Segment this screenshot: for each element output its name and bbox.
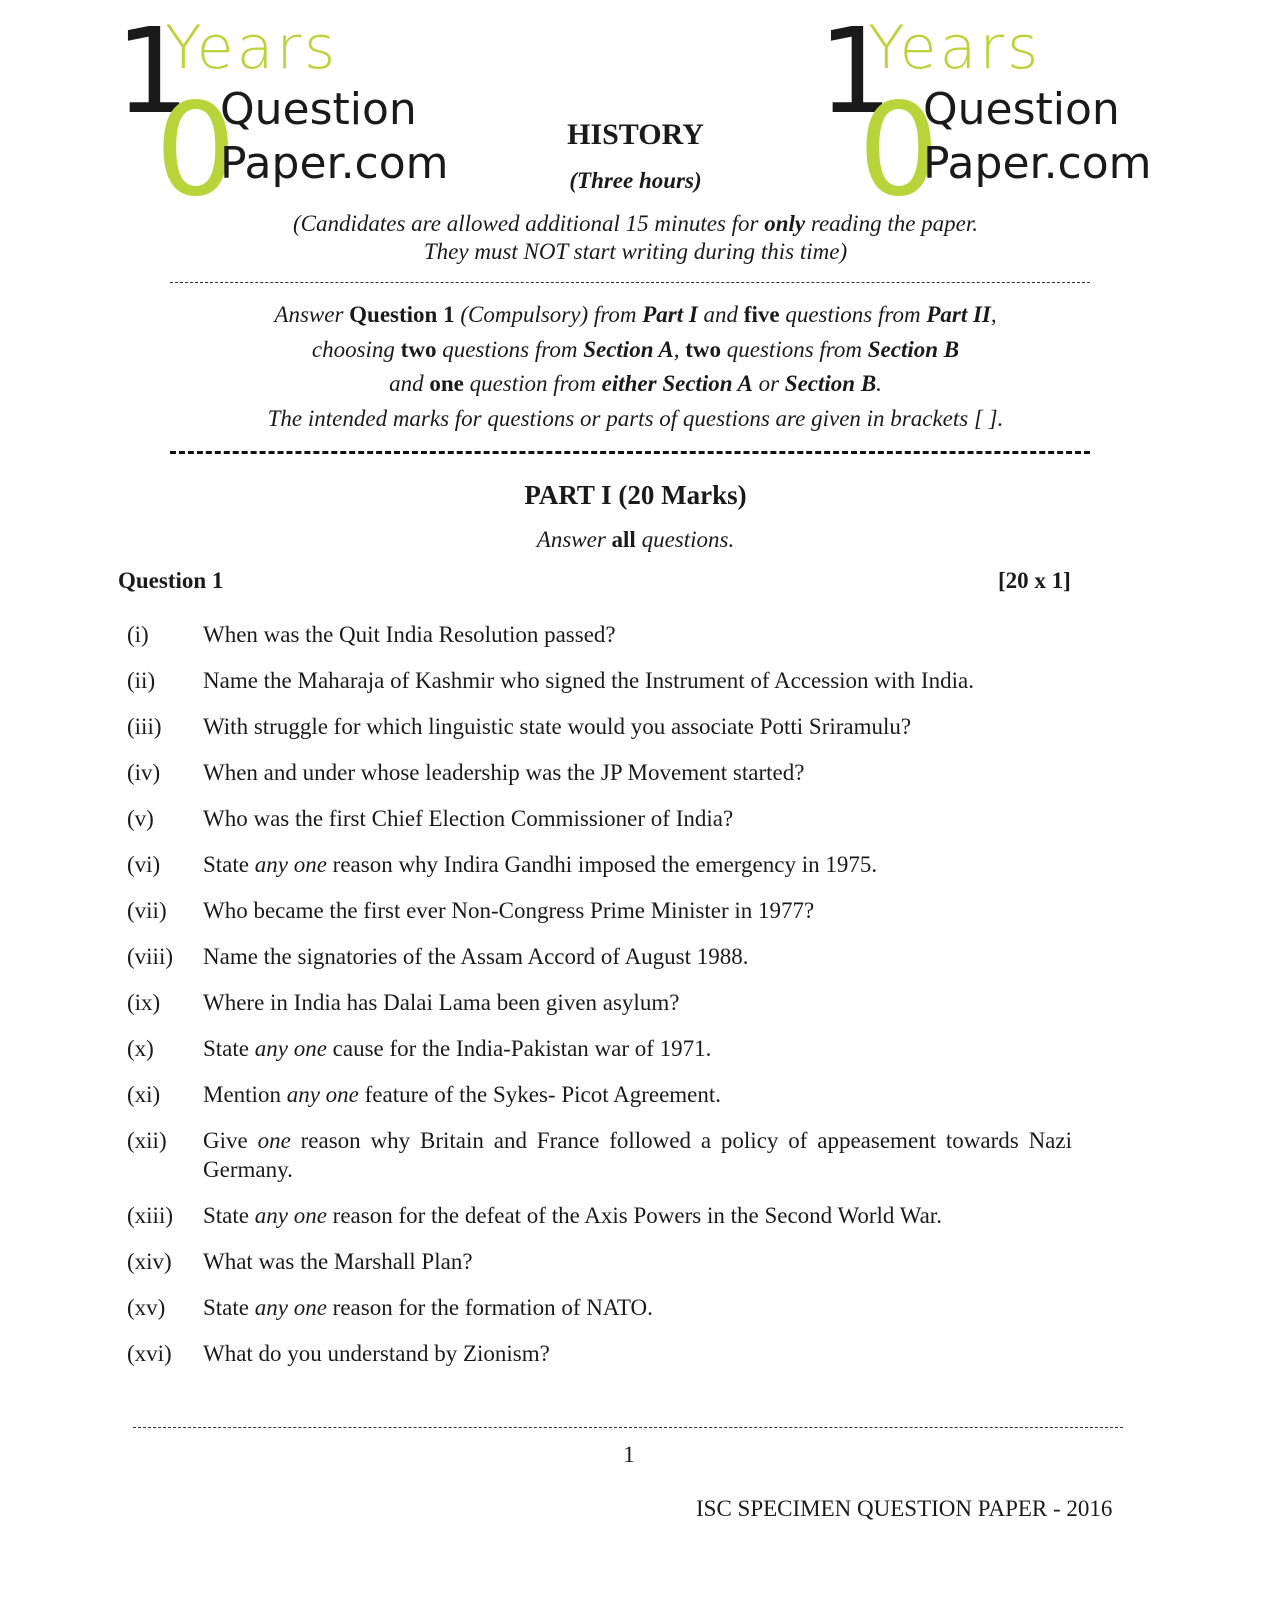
- instr-text: choosing: [311, 336, 401, 362]
- question-item-number: (xi): [127, 1082, 161, 1107]
- question-item-text-part: Name the signatories of the Assam Accord of August 1988.: [203, 944, 749, 969]
- note-line-2: They must NOT start writing during this time): [423, 239, 848, 264]
- divider: [170, 282, 1090, 283]
- question-item-emphasis: any one: [286, 1082, 359, 1107]
- instr-text: questions from: [436, 336, 584, 362]
- question-item-text: [203, 1034, 1072, 1063]
- question-item-text: [203, 1126, 1072, 1184]
- question-item-text-part: What was the Marshall Plan?: [203, 1249, 473, 1274]
- question-item-emphasis: any one: [254, 1036, 327, 1061]
- question-item-number: (i): [127, 622, 149, 647]
- question-item: [127, 1247, 1072, 1276]
- note-bold: only: [764, 211, 806, 236]
- page-number: 1: [623, 1442, 635, 1467]
- question-item-text: [203, 620, 1072, 649]
- question-item-text-part: reason for the defeat of the Axis Powers in the Second World War.: [326, 1203, 942, 1228]
- instr-bold: Section B: [867, 336, 960, 362]
- question-item: [127, 758, 1072, 787]
- question-item-text: [203, 712, 1072, 741]
- instr-bold: two: [400, 336, 437, 362]
- question-item: [127, 1201, 1072, 1230]
- exam-duration: (Three hours): [569, 168, 702, 193]
- question-item-text-part: Who was the first Chief Election Commissioner of India?: [203, 806, 734, 831]
- instruction-line-2: [0, 333, 1271, 368]
- question-item-number: (xii): [127, 1128, 167, 1153]
- question-item: [127, 712, 1072, 741]
- question-item-text: [203, 1293, 1072, 1322]
- question-item-number: (v): [127, 806, 154, 831]
- note-line-1: [0, 210, 1271, 238]
- question-item-text: [203, 1080, 1072, 1109]
- question-item-emphasis: any one: [254, 1203, 327, 1228]
- question-item-text-part: reason for the formation of NATO.: [326, 1295, 653, 1320]
- part-title: PART I (20 Marks): [524, 480, 747, 510]
- question-item-text-part: cause for the India-Pakistan war of 1971.: [326, 1036, 712, 1061]
- question-item-text: [203, 1247, 1072, 1276]
- question-item-text-part: Give: [203, 1128, 258, 1153]
- question-item-text: [203, 942, 1072, 971]
- question-item: [127, 1126, 1072, 1184]
- instr-text: .: [876, 371, 882, 396]
- question-item: [127, 1034, 1072, 1063]
- question-item-text: [203, 1339, 1072, 1368]
- question-item-emphasis: any one: [254, 852, 327, 877]
- part-instruction-text: Answer: [536, 527, 612, 552]
- question-item: [127, 850, 1072, 879]
- note-text: (Candidates are allowed additional 15 minutes for: [292, 211, 765, 236]
- question-item: [127, 804, 1072, 833]
- instr-bold: Question 1: [349, 302, 455, 327]
- question-item-text: [203, 850, 1072, 879]
- question-item: [127, 1293, 1072, 1322]
- question-item: [127, 942, 1072, 971]
- question-item-text-part: Mention: [203, 1082, 287, 1107]
- logo-word-question: Question: [220, 84, 417, 135]
- question-item-text-part: When was the Quit India Resolution passed?: [203, 622, 616, 647]
- question-item-number: (iv): [127, 760, 161, 785]
- question-item-text-part: Who became the first ever Non-Congress Prime Minister in 1977?: [203, 898, 815, 923]
- instruction-line-1: [0, 298, 1271, 333]
- question-item: [127, 1080, 1072, 1109]
- logo-word-paper: Paper.com: [220, 138, 449, 189]
- question-item-number: (xv): [127, 1295, 166, 1320]
- question-item-text-part: What do you understand by Zionism?: [203, 1341, 550, 1366]
- question-item: [127, 1339, 1072, 1368]
- logo-word-paper: Paper.com: [923, 138, 1152, 189]
- subject-title: HISTORY: [567, 118, 704, 151]
- instr-text: and: [697, 302, 744, 327]
- question-item-number: (ii): [127, 668, 156, 693]
- instr-text: questions from: [779, 302, 927, 327]
- question-item-text-part: State: [203, 852, 255, 877]
- question-item: [127, 666, 1072, 695]
- question-item-number: (xiv): [127, 1249, 172, 1274]
- instr-text: ,: [990, 302, 997, 327]
- question-item-text-part: feature of the Sykes- Picot Agreement.: [358, 1082, 722, 1107]
- question-item-text-part: With struggle for which linguistic state would you associate Potti Sriramulu?: [203, 714, 912, 739]
- question-item-text-part: Name the Maharaja of Kashmir who signed the Instrument of Accession with India.: [203, 668, 974, 693]
- question-item-number: (vi): [127, 852, 161, 877]
- question-item-number: (xiii): [127, 1203, 173, 1228]
- question-item-text-part: reason why Britain and France followed a policy of appeasement towards Nazi Germany.: [203, 1128, 1072, 1182]
- question-marks: [20 x 1]: [998, 568, 1071, 593]
- question-item-text: [203, 988, 1072, 1017]
- instruction-line-4: The intended marks for questions or parts of questions are given in brackets [ ].: [267, 405, 1004, 431]
- question-item-text: [203, 896, 1072, 925]
- instructions: [0, 298, 1271, 436]
- instr-bold: Section B: [784, 371, 877, 396]
- logo-digit-one: 1: [818, 2, 894, 140]
- note-text: reading the paper.: [805, 211, 979, 236]
- question-item-number: (vii): [127, 898, 167, 923]
- instr-text: ,: [673, 336, 686, 362]
- question-item-number: (iii): [127, 714, 162, 739]
- part-instruction: [0, 527, 1271, 553]
- question-item-emphasis: one: [257, 1128, 291, 1153]
- logo-digit-one: 1: [115, 2, 191, 140]
- instr-text: questions from: [721, 336, 868, 362]
- instr-text: and: [389, 371, 430, 396]
- question-item-text-part: reason why Indira Gandhi imposed the emergency in 1975.: [326, 852, 878, 877]
- question-item-number: (xvi): [127, 1341, 172, 1366]
- reading-time-note: [0, 210, 1271, 266]
- question-item: [127, 988, 1072, 1017]
- question-item-number: (x): [127, 1036, 154, 1061]
- instr-text: or: [752, 371, 785, 396]
- question-label: Question 1: [118, 568, 224, 593]
- logo-word-years: Years: [868, 13, 1042, 83]
- instr-bold: two: [685, 336, 722, 362]
- question-item-text-part: State: [203, 1036, 255, 1061]
- instr-bold: either Section A: [601, 371, 753, 396]
- question-item-text: [203, 804, 1072, 833]
- instr-text: (Compulsory) from: [454, 302, 643, 327]
- paper-name: ISC SPECIMEN QUESTION PAPER - 2016: [696, 1496, 1113, 1521]
- logo-word-question: Question: [923, 84, 1120, 135]
- question-item-text-part: State: [203, 1203, 255, 1228]
- divider-bold: [170, 451, 1090, 454]
- question-item: [127, 620, 1072, 649]
- question-item: [127, 896, 1072, 925]
- instr-bold: Part II: [926, 302, 991, 327]
- question-item-number: (ix): [127, 990, 161, 1015]
- instr-bold: one: [429, 371, 464, 396]
- question-list: [127, 620, 1072, 1385]
- instr-bold: Part I: [642, 302, 698, 327]
- question-item-emphasis: any one: [254, 1295, 327, 1320]
- logo-digit-zero: 0: [858, 76, 940, 225]
- question-item-number: (viii): [127, 944, 173, 969]
- logo-digit-zero: 0: [155, 76, 237, 225]
- question-item-text: [203, 1201, 1072, 1230]
- instr-bold: five: [743, 302, 780, 327]
- instr-text: question from: [463, 371, 602, 396]
- question-item-text: [203, 758, 1072, 787]
- question-item-text-part: Where in India has Dalai Lama been given asylum?: [203, 990, 680, 1015]
- instr-bold: Section A: [583, 336, 674, 362]
- question-item-text: [203, 666, 1072, 695]
- instruction-line-3: [0, 367, 1271, 402]
- logo-word-years: Years: [165, 13, 339, 83]
- part-instruction-text: questions.: [635, 527, 735, 552]
- footer-divider: [133, 1427, 1123, 1428]
- instr-text: Answer: [274, 302, 350, 327]
- question-item-text-part: When and under whose leadership was the JP Movement started?: [203, 760, 805, 785]
- part-instruction-bold: all: [611, 527, 636, 552]
- question-item-text-part: State: [203, 1295, 255, 1320]
